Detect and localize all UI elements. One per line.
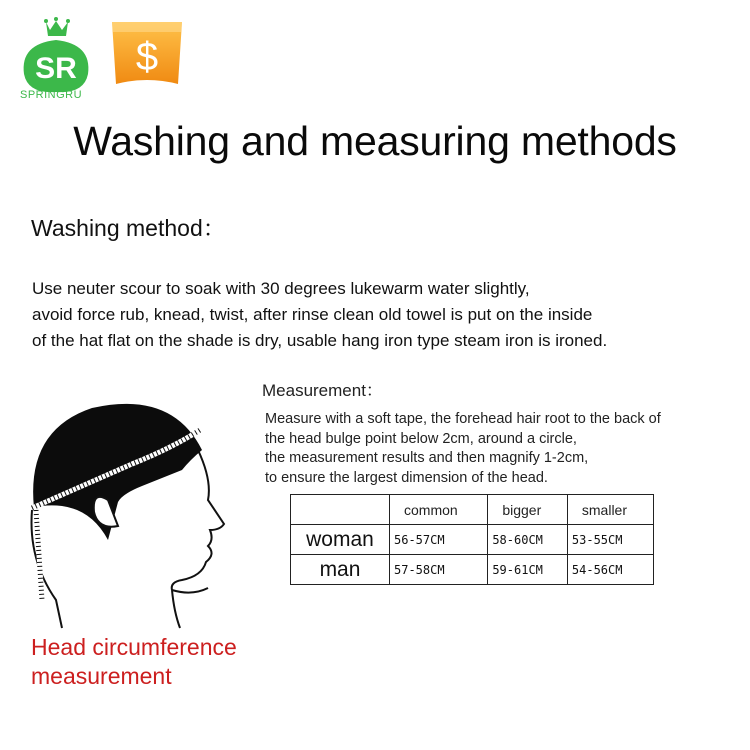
logo-mark: SR: [35, 52, 77, 85]
brand-name: SPRINGRU: [20, 89, 83, 101]
measurement-line: the measurement results and then magnify 1-2cm,: [265, 450, 589, 466]
table-cell: 54-56CM: [567, 555, 653, 585]
caption-line: Head circumference: [31, 634, 237, 660]
table-cell: 56-57CM: [390, 525, 488, 555]
table-header-row: [291, 495, 654, 525]
column-header: bigger: [488, 495, 568, 525]
table-corner-cell: [291, 495, 390, 525]
washing-heading: Washing method：: [31, 215, 226, 241]
price-badge: [108, 18, 186, 90]
page-title: Washing and measuring methods: [73, 118, 677, 164]
measurement-instructions: [265, 410, 735, 488]
crown-icon: [44, 17, 70, 36]
head-measurement-illustration: [22, 390, 242, 630]
table-row: [291, 555, 654, 585]
illustration-caption: [31, 633, 237, 691]
washing-line: avoid force rub, knead, twist, after rinse clean old towel is put on the inside: [32, 305, 593, 324]
table-cell: 59-61CM: [488, 555, 568, 585]
measurement-line: to ensure the largest dimension of the head.: [265, 469, 548, 486]
row-header: woman: [291, 525, 390, 555]
table-cell: 58-60CM: [488, 525, 568, 555]
measurement-line: Measure with a soft tape, the forehead hair root to the back of: [265, 411, 661, 427]
caption-line: measurement: [31, 663, 172, 689]
washing-instructions: [32, 276, 732, 354]
measurement-heading: Measurement：: [262, 381, 383, 400]
row-header: man: [291, 555, 390, 585]
table-cell: 53-55CM: [567, 525, 653, 555]
table-row: [291, 525, 654, 555]
measurement-line: the head bulge point below 2cm, around a circle,: [265, 430, 577, 447]
dollar-icon: $: [135, 35, 159, 79]
column-header: smaller: [567, 495, 653, 525]
washing-line: of the hat flat on the shade is dry, usable hang iron type steam iron is ironed.: [32, 331, 608, 350]
size-table: [290, 494, 654, 585]
column-header: common: [390, 495, 488, 525]
washing-line: Use neuter scour to soak with 30 degrees lukewarm water slightly,: [32, 279, 530, 298]
table-cell: 57-58CM: [390, 555, 488, 585]
